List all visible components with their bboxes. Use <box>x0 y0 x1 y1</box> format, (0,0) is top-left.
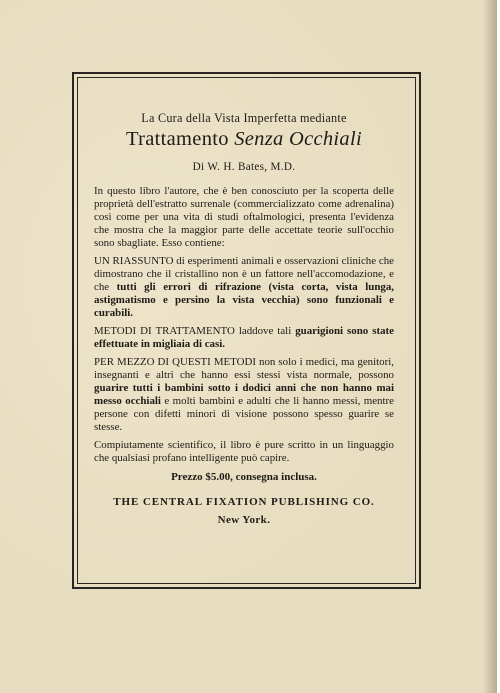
means-text-end: e molti bambini e adulti che li hanno messi, mentre persone con difetti minori di visione possono spesso guarire se stesse. <box>94 395 394 433</box>
page-edge-shadow <box>483 0 497 693</box>
means-paragraph <box>94 356 394 434</box>
book-author: Di W. H. Bates, M.D. <box>192 161 296 173</box>
summary-text: UN RIASSUNTO di esperimenti animali e osservazioni cliniche che dimostrano che il cristallino non è un fattore nell'accomodazione, e che <box>94 255 394 293</box>
publisher-name: THE CENTRAL FIXATION PUBLISHING CO. <box>113 496 375 508</box>
title-italic: Senza Occhiali <box>234 128 362 150</box>
scientific-paragraph: Compiutamente scientifico, il libro è pure scritto in un linguaggio che qualsiasi profano intelligente può capire. <box>94 439 394 464</box>
advertisement-frame <box>72 72 421 589</box>
intro-paragraph: In questo libro l'autore, che è ben conosciuto per la scoperta delle proprietà dell'estratto surrenale (commercializzato come adrenalina) così come per una vita di studi oftalmologici, presenta l'evidenza che mostra che la maggior parte delle accettate teorie sull'occhio sono sbagliate. Esso contiene: <box>94 185 394 249</box>
means-text: PER MEZZO DI QUESTI METODI non solo i medici, ma genitori, insegnanti e altri che hanno essi stessi vista normale, possono <box>94 356 394 381</box>
price-line: Prezzo $5.00, consegna inclusa. <box>171 471 317 483</box>
methods-text: METODI DI TRATTAMENTO laddove tali <box>94 325 296 337</box>
publisher-city: New York. <box>217 514 271 526</box>
book-subtitle: La Cura della Vista Imperfetta mediante <box>141 111 347 125</box>
means-bold-text: guarire tutti i bambini sotto i dodici anni che non hanno mai messo occhiali <box>94 382 394 407</box>
summary-paragraph <box>94 255 394 320</box>
book-title <box>94 128 394 151</box>
title-prefix: Trattamento <box>126 128 235 150</box>
summary-bold-text: tutti gli errori di rifrazione (vista corta, vista lunga, astigmatismo e persino la vista vecchia) sono funzionali e curabili. <box>94 281 394 319</box>
advertisement-content <box>94 108 394 526</box>
methods-bold-text: guarigioni sono state effettuate in migliaia di casi. <box>94 325 394 350</box>
methods-paragraph <box>94 325 394 351</box>
